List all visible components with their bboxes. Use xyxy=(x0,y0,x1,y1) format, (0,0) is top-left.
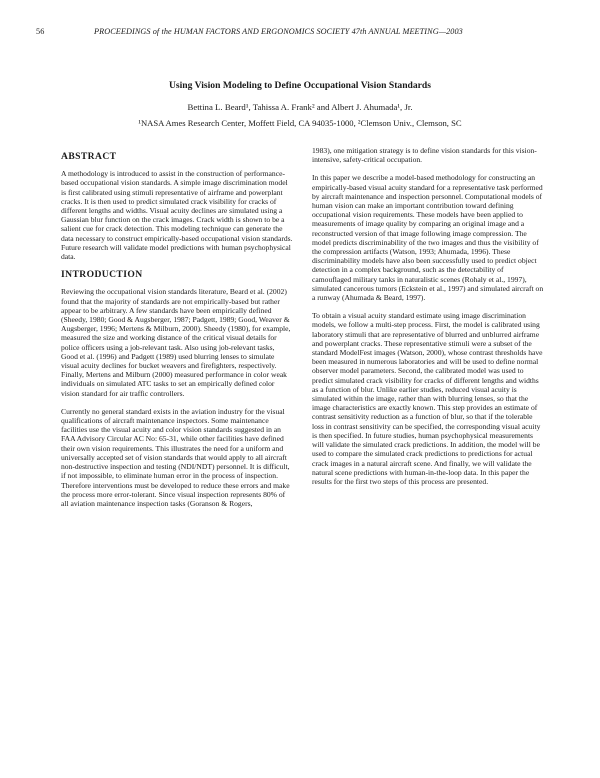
right-paragraph-1: In this paper we describe a model-based methodology for constructing an empirically-based visual acuity standard for a representative task performed by aircraft maintenance and inspection personnel. Computational models of human vision can make an important contribution toward defining occupational vision requirements. These models have been applied to measurements of image quality by comparing an original image and a reconstructed version of that image following image compression. The model predicts discriminability of the two images and thus the visibility of the compression artifacts (Watson, 1993; Ahumada, 1996). These discriminability models have also been successfully used to predict object detection in a complex background, such as the detectability of camouflaged military tanks in naturalistic scenes (Rohaly et al., 1997), simulated cancerous tumors (Eckstein et al., 1997) and simulated aircraft on a runway (Ahumada & Beard, 1997). xyxy=(312,173,544,303)
intro-paragraph-1: Reviewing the occupational vision standards literature, Beard et al. (2002) found that the majority of standards are not empirically-based but rather appear to be arbitrary. A few standards have been empirically defined (Sheedy, 1980; Good & Augsberger, 1987; Padgett, 1989; Good, Weaver & Augsberger, 1996; Mertens & Milburn, 2000). Sheedy (1980), for example, measured the size and working distance of the critical visual details for police officers using a job-relevant task. Also using job-relevant tasks, Good et al. (1996) and Padgett (1989) used blurring lenses to simulate visual acuity declines for bucket weavers and firefighters, respectively. Finally, Mertens and Milburn (2000) measured performance in color weak individuals on simulated ATC tasks to set an empirically defined color vision standard for air traffic controllers. xyxy=(61,287,291,398)
author-list: Bettina L. Beard¹, Tahissa A. Frank² and Albert J. Ahumada¹, Jr. xyxy=(187,102,413,112)
affiliations: ¹NASA Ames Research Center, Moffett Field, CA 94035-1000, ²Clemson Univ., Clemson, SC xyxy=(138,118,462,128)
journal-title: PROCEEDINGS of the HUMAN FACTORS AND ERGONOMICS SOCIETY 47th ANNUAL MEETING—2003 xyxy=(94,27,463,36)
abstract-heading: ABSTRACT xyxy=(61,151,117,162)
right-paragraph-0: 1983), one mitigation strategy is to define vision standards for this vision-intensive, safety-critical occupation. xyxy=(312,146,537,165)
intro-paragraph-2: Currently no general standard exists in the aviation industry for the visual qualifications of aircraft maintenance inspectors. Some maintenance facilities use the visual acuity and color vision standards suggested in an FAA Advisory Circular AC No: 65-31, while other facilities have defined their own vision requirements. This illustrates the need for a uniform and universally accepted set of vision standards that would apply to all aircraft non-destructive inspection and testing (NDI/NDT) personnel. It is difficult, if not impossible, to eliminate human error in the process of inspection. Therefore interventions must be developed to reduce these errors and make the process more error-tolerant. Since visual inspection represents 80% of all aviation maintenance inspection tasks (Goranson & Rogers, xyxy=(61,406,290,508)
abstract-paragraph: A methodology is introduced to assist in the construction of performance-based occupational vision standards. A simple image discrimination model is first calibrated using stimuli representative of airframe and powerplant cracks. It is then used to predict simulated crack visibility for cracks of different lengths and widths. Visual acuity declines are simulated using a Gaussian blur function on the crack images. Crack width is shown to be a salient cue for crack detection. This modeling technique can generate the data necessary to construct empirically-based occupational vision standards. Future research will validate model predictions with human psychophysical data. xyxy=(61,169,293,262)
left-column xyxy=(61,148,293,517)
page-number: 56 xyxy=(36,27,45,36)
right-column xyxy=(312,146,544,495)
paper-title: Using Vision Modeling to Define Occupational Vision Standards xyxy=(168,80,431,91)
introduction-heading: INTRODUCTION xyxy=(61,269,143,281)
right-paragraph-2: To obtain a visual acuity standard estimate using image discrimination models, we follow a multi-step process. First, the model is calibrated using laboratory stimuli that are representative of blurred and unblurred airframe and powerplant cracks. These representative stimuli were a subset of the standard ModelFest images (Watson, 2000), whose contrast thresholds have been measured in numerous laboratories and will be used to define normal observer model parameters. Second, the calibrated model was used to predict simulated crack visibility for cracks of different lengths and widths as a function of blur. Unlike earlier studies, reduced visual acuity is simulated within the image, rather than with blurring lenses, so that the image characteristics are exactly known. This step provides an estimate of contrast sensitivity reduction as a function of blur, so that if the tolerable loss in contrast sensitivity can be specified, the corresponding visual acuity is then specified. In future studies, human psychophysical measurements will validate the simulated crack predictions. In addition, the model will be used to compare the simulated crack predictions to predictions for actual crack images in a natural aircraft scene. And finally, we will validate the natural scene predictions with human-in-the-loop data. In this paper the results for the first two steps of this process are presented. xyxy=(312,311,543,486)
